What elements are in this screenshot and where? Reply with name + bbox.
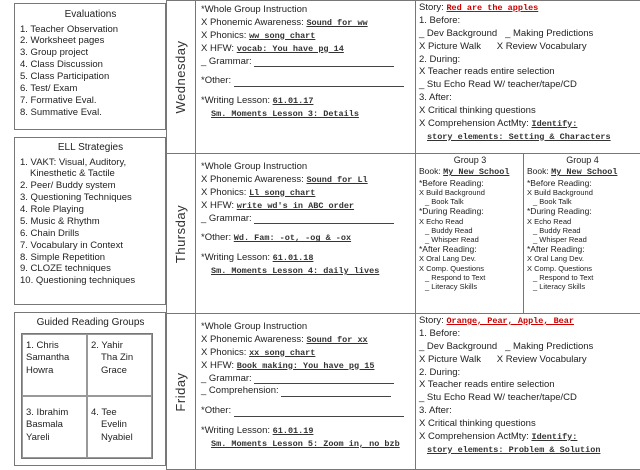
- label: *Writing Lesson:: [201, 425, 270, 437]
- sm-moments-line: [201, 265, 413, 277]
- student-name: Tha Zin: [101, 352, 134, 364]
- day-label: Thursday: [172, 204, 188, 263]
- day-label-cell: [166, 314, 196, 469]
- phonemic-line: [201, 17, 413, 29]
- after-row-1: X Critical thinking questions: [419, 105, 536, 116]
- value: My New School: [443, 167, 510, 178]
- list-item: _ Respond to Text: [425, 272, 486, 282]
- during-row-1: X Teacher reads entire selection: [419, 379, 555, 391]
- student-name: Evelin: [101, 419, 127, 431]
- evaluations-box: [14, 3, 166, 130]
- label: X Phonics:: [201, 186, 247, 198]
- sm-moments-line: [201, 108, 413, 120]
- list-item: _ Whisper Read: [533, 234, 587, 244]
- group-cell-3: [22, 396, 87, 458]
- label: X HFW:: [201, 359, 235, 371]
- list-item: 3. Questioning Techniques: [20, 192, 132, 204]
- list-item: 8. Simple Repetition: [20, 251, 106, 263]
- label: Book:: [419, 166, 441, 177]
- list-item: X Oral Lang Dev.: [527, 254, 584, 264]
- label: X Picture Walk: [419, 353, 481, 365]
- list-item: 8. Summative Eval.: [20, 106, 102, 118]
- value: Ll song chart: [249, 187, 316, 198]
- label: *Other:: [201, 232, 232, 244]
- during-heading: 2. During:: [419, 53, 461, 65]
- phonics-line: [201, 30, 413, 42]
- list-item: 3. Group project: [20, 47, 89, 59]
- before-heading: 1. Before:: [419, 327, 461, 339]
- story-cell: [416, 314, 640, 469]
- label: X Phonemic Awareness:: [201, 333, 304, 345]
- label: *Writing Lesson:: [201, 95, 270, 107]
- list-item: 10. Questioning techniques: [20, 275, 136, 287]
- other-line: [201, 232, 413, 244]
- whole-group-heading: *Whole Group Instruction: [201, 4, 308, 15]
- label: X Comprehension ActMty:: [419, 430, 529, 442]
- during-heading: 2. During:: [419, 366, 461, 378]
- day-label-cell: [166, 1, 196, 153]
- list-item: *After Reading:: [527, 244, 585, 255]
- before-row-2: [419, 354, 638, 366]
- list-item: 6. Chain Drills: [20, 227, 80, 239]
- list-item: X Echo Read: [419, 216, 464, 226]
- list-item: 5. Music & Rhythm: [20, 215, 100, 227]
- before-row-1: [419, 28, 638, 40]
- student-name: Nyabiel: [101, 431, 133, 443]
- list-item: *Before Reading:: [419, 177, 484, 188]
- whole-group-cell: [196, 154, 416, 313]
- evaluations-title: Evaluations: [64, 9, 117, 20]
- student-name: Howra: [26, 364, 54, 376]
- blank-line: [234, 408, 404, 417]
- list-item: 1. Teacher Observation: [20, 23, 119, 35]
- during-row-1: X Teacher reads entire selection: [419, 66, 555, 78]
- value: Identify:: [531, 431, 578, 442]
- value: Sound for xx: [306, 334, 368, 345]
- list-item: X Build Background: [527, 187, 593, 197]
- label: Book:: [527, 166, 549, 177]
- hfw-line: [201, 43, 413, 55]
- student-name: 1. Chris: [26, 340, 59, 351]
- value: 61.01.17: [272, 96, 314, 107]
- comprehension-line: [201, 385, 413, 397]
- other-line: [201, 75, 413, 87]
- value: vocab: You have pg 14: [236, 43, 344, 54]
- student-name: Grace: [101, 364, 127, 376]
- writing-line: [201, 425, 413, 437]
- value: story elements: Problem & Solution: [427, 444, 601, 455]
- guided-reading-box: [14, 312, 166, 466]
- list-item: 4. Class Discussion: [20, 59, 103, 71]
- story-cell: [416, 1, 640, 153]
- label: _ Making Predictions: [505, 340, 594, 352]
- other-line: [201, 405, 413, 417]
- evaluations-list: [20, 24, 161, 119]
- list-item: 1. VAKT: Visual, Auditory,: [20, 156, 127, 168]
- list-item: X Echo Read: [527, 216, 572, 226]
- list-item: 9. CLOZE techniques: [20, 263, 111, 275]
- value: write wd's in ABC order: [236, 200, 355, 211]
- student-name: 3. Ibrahim: [26, 407, 69, 418]
- day-label: Wednesday: [172, 40, 188, 114]
- label: Story:: [419, 2, 444, 13]
- value: Sm. Moments Lesson 4: daily lives: [211, 266, 380, 277]
- blank-line: [254, 58, 394, 67]
- during-row-2: _ Stu Echo Read W/ teacher/tape/CD: [419, 392, 577, 404]
- list-item: 7. Vocabulary in Context: [20, 239, 123, 251]
- story-line: [419, 2, 638, 14]
- list-item: 5. Class Participation: [20, 71, 110, 82]
- list-item: *After Reading:: [419, 244, 477, 255]
- grammar-line: [201, 213, 413, 225]
- student-name: 4. Tee: [91, 407, 117, 418]
- ell-title: ELL Strategies: [57, 142, 124, 153]
- list-item: *During Reading:: [419, 206, 484, 217]
- group-title: Group 3: [453, 155, 487, 165]
- ell-strategies-box: [14, 137, 166, 305]
- after-heading: 3. After:: [419, 92, 452, 104]
- value: ww song chart: [249, 30, 316, 41]
- after-row-3: [419, 444, 638, 456]
- list-item: _ Buddy Read: [425, 225, 473, 235]
- label: _ Comprehension:: [201, 385, 279, 397]
- day-label: Friday: [172, 371, 188, 412]
- label: X Phonemic Awareness:: [201, 173, 304, 185]
- list-item: 7. Formative Eval.: [20, 94, 97, 106]
- value: Sm. Moments Lesson 5: Zoom in, no bzb: [211, 439, 400, 449]
- label: _ Grammar:: [201, 55, 252, 67]
- sm-moments-line: [201, 438, 413, 450]
- label: *Other:: [201, 75, 232, 87]
- label: X HFW:: [201, 42, 235, 54]
- list-item: 2. Worksheet pages: [20, 35, 105, 47]
- guided-reading-grid: [21, 333, 153, 459]
- blank-line: [281, 388, 391, 397]
- label: X Review Vocabulary: [496, 40, 587, 52]
- group-3-cell: [416, 154, 524, 313]
- book-line: [419, 166, 521, 177]
- student-name: Basmala: [26, 419, 63, 431]
- label: _ Making Predictions: [505, 27, 594, 39]
- label: X Review Vocabulary: [496, 353, 587, 365]
- group-cell-4: [87, 396, 152, 458]
- list-item: *Before Reading:: [527, 177, 592, 188]
- label: *Other:: [201, 405, 232, 417]
- wednesday-row: [166, 0, 640, 153]
- whole-group-heading: *Whole Group Instruction: [201, 161, 308, 172]
- whole-group-cell: [196, 1, 416, 153]
- blank-line: [234, 78, 404, 87]
- value: 61.01.19: [272, 426, 314, 437]
- value: Sound for ww: [306, 17, 368, 28]
- value: My New School: [551, 167, 618, 178]
- list-item: Kinesthetic & Tactile: [30, 168, 115, 180]
- before-row-2: [419, 41, 638, 53]
- whole-group-heading: *Whole Group Instruction: [201, 321, 308, 332]
- student-name: 2. Yahir: [91, 340, 123, 351]
- value: 61.01.18: [272, 253, 314, 264]
- value: Book making: You have pg 15: [236, 360, 375, 371]
- list-item: 6. Test/ Exam: [20, 82, 78, 94]
- list-item: _ Literacy Skills: [425, 281, 478, 291]
- phonics-line: [201, 347, 413, 359]
- story-line: [419, 315, 638, 327]
- list-item: _ Book Talk: [425, 197, 464, 207]
- after-row-3: [419, 131, 638, 143]
- hfw-line: [201, 360, 413, 372]
- list-item: 4. Role Playing: [20, 204, 84, 215]
- phonics-line: [201, 187, 413, 199]
- list-item: X Build Background: [419, 187, 485, 197]
- label: Story:: [419, 315, 444, 326]
- friday-row: [166, 313, 640, 470]
- group-4-cell: [524, 154, 640, 313]
- hfw-line: [201, 200, 413, 212]
- after-row-2: [419, 118, 638, 130]
- value: story elements: Setting & Characters: [427, 131, 611, 142]
- label: X Phonics:: [201, 346, 247, 358]
- label: _ Grammar:: [201, 372, 252, 384]
- label: *Writing Lesson:: [201, 252, 270, 264]
- list-item: X Oral Lang Dev.: [419, 254, 476, 264]
- before-row-1: [419, 341, 638, 353]
- label: X HFW:: [201, 199, 235, 211]
- phonemic-line: [201, 174, 413, 186]
- list-item: X Comp. Questions: [419, 263, 485, 273]
- list-item: _ Buddy Read: [533, 225, 581, 235]
- value: Sm. Moments Lesson 3: Details: [211, 109, 359, 120]
- book-line: [527, 166, 638, 177]
- value: Wd. Fam: -ot, -og & -ox: [233, 233, 352, 244]
- after-heading: 3. After:: [419, 405, 452, 417]
- story-title: Orange, Pear, Apple, Bear: [446, 316, 574, 326]
- label: _ Grammar:: [201, 212, 252, 224]
- label: X Comprehension ActMty:: [419, 117, 529, 129]
- writing-line: [201, 252, 413, 264]
- group-title: Group 4: [566, 155, 599, 165]
- list-item: _ Book Talk: [533, 197, 572, 207]
- list-item: _ Whisper Read: [425, 234, 479, 244]
- story-title: Red are the apples: [446, 3, 539, 13]
- blank-line: [254, 375, 394, 384]
- list-item: _ Literacy Skills: [533, 281, 586, 291]
- left-column: [0, 0, 166, 470]
- phonemic-line: [201, 334, 413, 346]
- grammar-line: [201, 56, 413, 68]
- group-cell-2: [87, 334, 152, 396]
- label: X Phonemic Awareness:: [201, 16, 304, 28]
- day-label-cell: [166, 154, 196, 313]
- blank-line: [254, 215, 394, 224]
- writing-line: [201, 95, 413, 107]
- value: xx song chart: [249, 347, 316, 358]
- before-heading: 1. Before:: [419, 14, 461, 26]
- label: X Picture Walk: [419, 40, 481, 52]
- label: _ Dev Background: [419, 27, 498, 39]
- list-item: X Comp. Questions: [527, 263, 593, 273]
- after-row-2: [419, 431, 638, 443]
- list-item: *During Reading:: [527, 206, 592, 217]
- label: _ Dev Background: [419, 340, 498, 352]
- grammar-line: [201, 373, 413, 385]
- list-item: 2. Peer/ Buddy system: [20, 180, 116, 192]
- value: Identify:: [531, 118, 578, 129]
- student-name: Samantha: [26, 352, 70, 364]
- guided-reading-title: Guided Reading Groups: [36, 317, 145, 328]
- list-item: _ Respond to Text: [533, 272, 594, 282]
- after-row-1: X Critical thinking questions: [419, 418, 536, 429]
- ell-list: [20, 157, 161, 288]
- group-cell-1: [22, 334, 87, 396]
- thursday-row: [166, 153, 640, 313]
- value: Sound for Ll: [306, 174, 368, 185]
- during-row-2: _ Stu Echo Read W/ teacher/tape/CD: [419, 79, 577, 91]
- student-name: Yareli: [26, 431, 50, 443]
- label: X Phonics:: [201, 29, 247, 41]
- whole-group-cell: [196, 314, 416, 469]
